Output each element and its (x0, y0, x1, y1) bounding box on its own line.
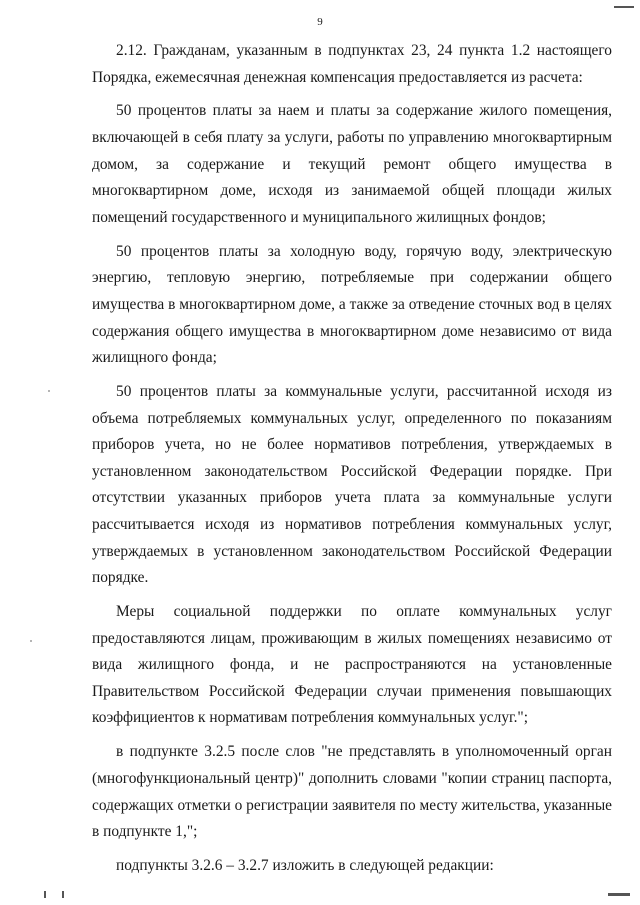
paragraph-2-12: 2.12. Гражданам, указанным в подпунктах 23, 24 пункта 1.2 настоящего Порядка, ежемесячная денежная компенсация предоставляется из расчета: (92, 42, 612, 86)
scan-edge-mark (608, 893, 630, 896)
paragraph-subitems-3-2-6-3-2-7: подпункты 3.2.6 – 3.2.7 изложить в следующей редакции: (116, 857, 494, 874)
page-number: 9 (317, 16, 323, 28)
paragraph-utilities-meters: 50 процентов платы за коммунальные услуги, рассчитанной исходя из объема потребляемых коммунальных услуг, определенного по показаниям приборов учета, но не более нормативов потребления, утверждаемых в установленном законодательством Российской Федерации порядке. При отсутствии указанных приборов учета плата за коммунальные услуги рассчитывается исходя из нормативов потребления коммунальных услуг, утверждаемых в установленном законодательством Российской Федерации порядке. (92, 383, 612, 587)
paragraph-subitem-3-2-5: в подпункте 3.2.5 после слов "не представлять в уполномоченный орган (многофункциональный центр)" дополнить словами "копии страниц паспорта, содержащих отметки о регистрации заявителя по месту жительства, указанные в подпункте 1,"; (92, 743, 612, 841)
scan-speck (30, 640, 32, 642)
document-body (92, 38, 612, 887)
scan-edge-mark (614, 6, 634, 8)
paragraph-utilities-common-property: 50 процентов платы за холодную воду, горячую воду, электрическую энергию, тепловую энергию, потребляемые при содержании общего имущества в многоквартирном доме, а также за отведение сточных вод в целях содержания общего имущества в многоквартирном доме независимо от вида жилищного фонда; (92, 242, 612, 367)
scan-speck (48, 390, 50, 392)
paragraph-rent-maintenance: 50 процентов платы за наем и платы за содержание жилого помещения, включающей в себя плату за услуги, работы по управлению многоквартирным домом, за содержание и текущий ремонт общего имущества в многоквартирном доме, исходя из занимаемой общей площади жилых помещений государственного и муниципального жилищных фондов; (92, 102, 612, 226)
scan-edge-mark (44, 891, 46, 898)
scan-edge-mark (62, 891, 64, 898)
paragraph-social-support: Меры социальной поддержки по оплате коммунальных услуг предоставляются лицам, проживающим в жилых помещениях независимо от вида жилищного фонда, и не распространяются на установленные Правительством Российской Федерации случаи применения повышающих коэффициентов к нормативам потребления коммунальных услуг."; (92, 603, 612, 727)
